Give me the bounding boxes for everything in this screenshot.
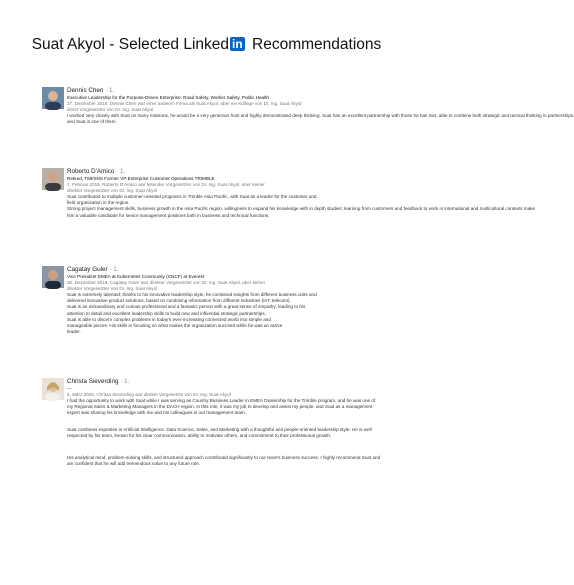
recommendation-text: I worked very closely with Suat on many missions, he would be a very generous host and highly demonstrated deep thinking. Suat has an excellent partnership with those he has met, able to combine both strategic and tactical thinking in partnerships.	[67, 113, 574, 119]
title-text-after: Recommendations	[247, 36, 382, 53]
recommendation-text: him a valuable candidate for senior management positions both in business and technical functions.	[67, 212, 270, 218]
recommendation-meta: direkter Vorgesetzter von Dr. Ing. Suat Akyol	[67, 188, 158, 194]
recommendation-text: His analytical mind, problem-solving skills, and structured approach contributed significantly to our team's business success. I highly recommend Suat and am confident that he will add tremendous value to any future role.	[67, 454, 381, 467]
recommendation-meta: direct Vorgesetzter von Dr. Ing. Suat Akyol	[67, 107, 154, 113]
recommendation-text: Suat is an extraordinary and curious professional and a fantastic person with a great sense of empathy; leading to his	[67, 304, 306, 310]
recommendation-text: Strong project management skills, business growth in the Asia Pacific region, willingness to expand his knowledge with in depth studies; learning from customers and feedback to work in international and multicultural contexts make	[67, 206, 536, 212]
recommendation-text: Suat is extremely talented; thanks to his innovative leadership style, he combined insights from different business units and	[67, 292, 317, 298]
recommendation-text: Suat contributed to multiple customer-oriented programs in Trimble Asia Pacific, with Suat as a leader for the customer and	[67, 194, 317, 200]
recommender-name[interactable]: Christa Sieverding · 1.	[67, 378, 130, 385]
recommender-headline: ---	[67, 386, 72, 391]
recommendation-text: Suat is able to discern complex problems in today's ever-increasing connected world into simple and	[67, 316, 271, 322]
recommendation-text: delivered innovative product solutions, based on combining information from different industries (IoT, telecom).	[67, 298, 291, 304]
recommendation-meta: 1. Februar 2019, Roberto D'Amico war leitender Vorgesetzter von Dr. Ing. Suat Akyol, aber keiner	[67, 182, 265, 188]
linkedin-logo-icon: in	[232, 37, 243, 51]
recommendation-meta: 27. Dezember 2018, Dennis Chen war einer anderen Firma als Suat Akyol, aber ein Kollege von Dr. Ing. Suat Akyol	[67, 101, 302, 107]
avatar	[42, 378, 64, 400]
recommendation-text: attention to detail and excellent leadership skills to build new and influential strategic partnerships.	[67, 310, 266, 316]
recommendation-text: field organization in the region.	[67, 200, 130, 206]
recommendation-meta: 6. März 2020, Christa Sieverding war direkte Vorgesetzte von Dr. Ing. Suat Akyol	[67, 392, 231, 398]
recommender-headline: Executive Leadership for the Purpose-Driven Enterprise: Road Safety, Worker Safety, Public Health	[67, 95, 269, 100]
title-text-before: Suat Akyol - Selected Linked	[31, 36, 230, 53]
recommendation-text: leader.	[67, 328, 81, 334]
recommender-name[interactable]: Roberto D'Amico · 1.	[67, 168, 126, 175]
recommendation-meta: 30. Dezember 2019, Cagatay Guler war direkter Vorgesetzter von Dr. Ing. Suat Akyol, aber keiner	[67, 280, 266, 286]
avatar	[42, 168, 64, 190]
recommender-name[interactable]: Dennis Chen · 1.	[67, 87, 115, 94]
recommendation-text: and Suat is one of them.	[67, 119, 117, 125]
recommender-headline: Vice President EMEA at Kubernetes Community (CNCF) at Everest	[67, 274, 205, 279]
recommendation-text: Suat combines expertise in Artificial Intelligence, Data Science, Sales, and Marketing with a thoughtful and people-oriented leadership style. He is well respected by his team, known for his clear communication, ability to motivate others, and commitment to their professional growth.	[67, 426, 372, 438]
recommender-headline: Retired, TMI/SNS Former VP Enterprise Customer Operations TRIMBLE	[67, 176, 215, 181]
avatar	[42, 266, 64, 288]
document-title	[0, 36, 413, 54]
recommendation-meta: direkter Vorgesetzter von Dr. Ing. Suat Akyol	[67, 286, 158, 292]
avatar	[42, 87, 64, 109]
recommendation-text: I had the opportunity to work with Suat while I was serving as Country Business Leader in EMEA Dealership for the Trimble program, and he was one of my Regional Sales & Marketing Managers in the DACH region. In this role, it was my job to develop and assist my people, and Suat as a management expert was sharing his knowledge with me and his colleagues in our management team.	[67, 398, 376, 416]
recommendation-text: manageable pieces. His skills in focusing on what makes the organization succeed while he was an active	[67, 322, 283, 328]
recommender-name[interactable]: Cagatay Guler · 1.	[67, 266, 119, 273]
